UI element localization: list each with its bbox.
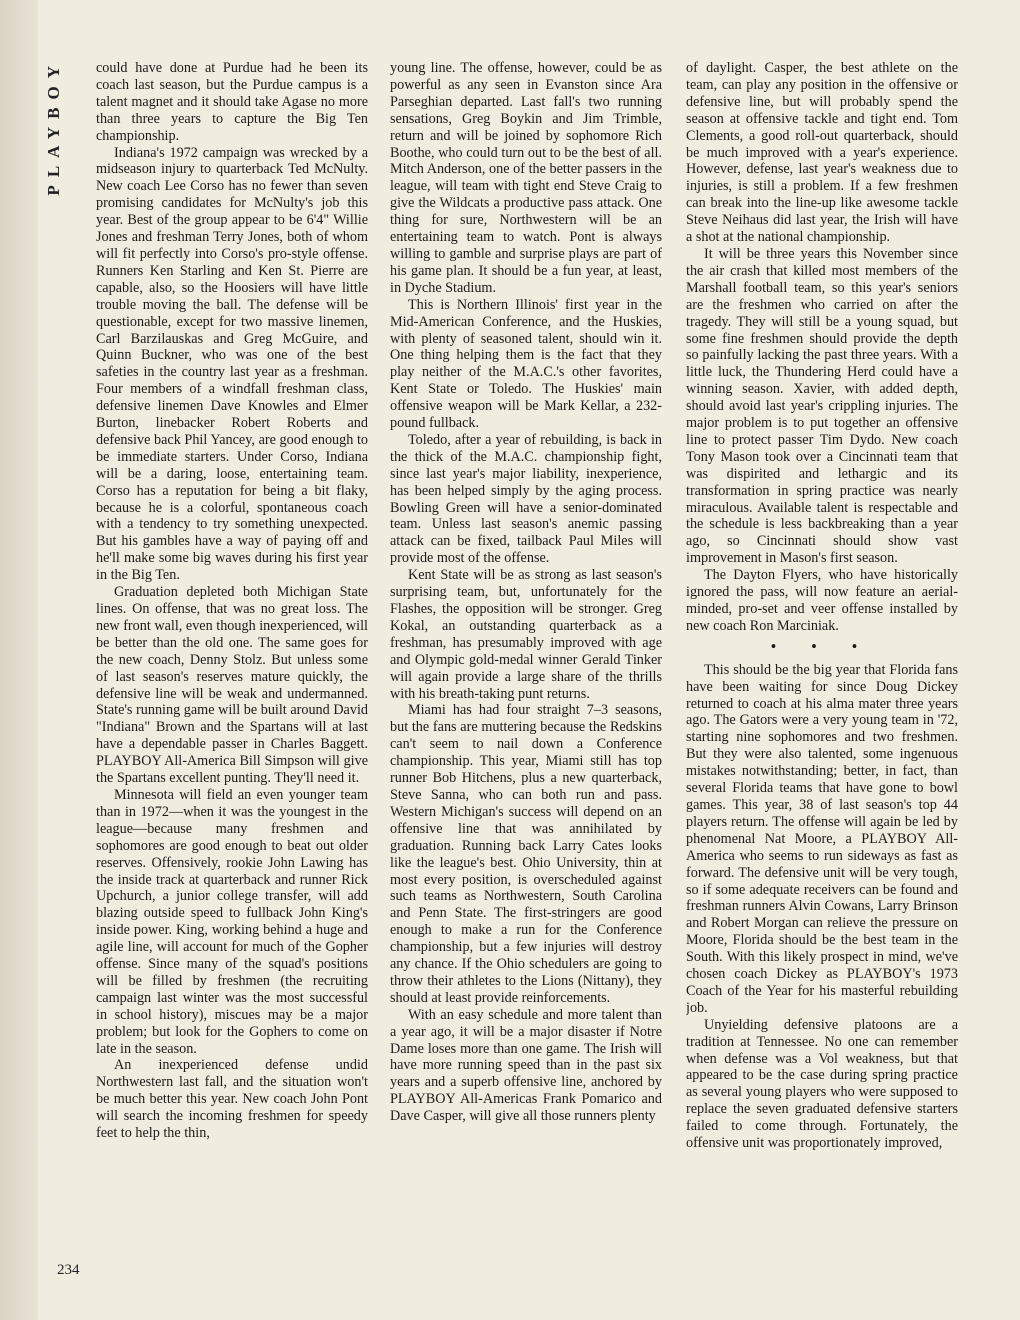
paragraph: It will be three years this November since the air crash that killed most members of the Marshall football team, so this year's seniors are the freshmen who carried on after the tragedy. They will still be a young squad, but some fine freshmen should provide the depth so painfully lacking the past three years. With a little luck, the Thundering Herd could have a winning season. Xavier, with added depth, should avoid last year's crippling injuries. The major problem is to put together an offensive line to protect passer Tim Dydo. New coach Tony Mason took over a Cincinnati team that was dispirited and lethargic and its transformation in spring practice was nearly miraculous. Available talent is respectable and the schedule is less backbreaking than a year ago, so Cincinnati should show vast improvement in Mason's first season. <box>686 245 958 567</box>
paragraph: of daylight. Casper, the best athlete on the team, can play any position in the offensive or defensive line, but will probably spend the season at offensive tackle and tight end. Tom Clements, a good roll-out quarterback, should be much improved with a year's experience. However, defense, last year's weakness due to injuries, is still a problem. If a few freshmen can break into the line-up like awesome tackle Steve Neihaus did last year, the Irish will have a shot at the national championship. <box>686 60 958 246</box>
paragraph: Unyielding defensive platoons are a tradition at Tennessee. No one can remember when defense was a Vol weakness, but that appeared to be the case during spring practice as several young players who were supposed to replace the seven graduated defensive starters failed to come through. Fortunately, the offensive unit was proportionately improved, <box>686 1016 958 1152</box>
paragraph: This is Northern Illinois' first year in the Mid-American Conference, and the Huskies, with plenty of seasoned talent, should win it. One thing helping them is the fact that they play neither of the M.A.C.'s other favorites, Kent State or Toledo. The Huskies' main offensive weapon will be Mark Kellar, a 232-pound fullback. <box>390 296 662 432</box>
section-separator: • • • <box>771 638 873 655</box>
paragraph: young line. The offense, however, could be as powerful as any seen in Evanston since Ara Parseghian departed. Last fall's two running sensations, Greg Boykin and Jim Trimble, return and will be joined by sophomore Rich Boothe, who could turn out to be the best of all. Mitch Anderson, one of the better passers in the league, will team with tight end Steve Craig to give the Wildcats a productive pass attack. One thing for sure, Northwestern will be an entertaining team to watch. Pont is always willing to gamble and surprise plays are part of his game plan. It should be a fun year, at least, in Dyche Stadium. <box>390 60 662 296</box>
text-column-1 <box>96 60 368 1290</box>
paragraph: could have done at Purdue had he been its coach last season, but the Purdue campus is a talent magnet and it should take Agase no more than three years to capture the Big Ten championship. <box>96 60 368 144</box>
paragraph: The Dayton Flyers, who have historically ignored the pass, will now feature an aerial-minded, pro-set and veer offense installed by new coach Ron Marciniak. <box>686 567 958 634</box>
paragraph: Miami has had four straight 7–3 seasons, but the fans are muttering because the Redskins can't seem to nail down a Conference championship. This year, Miami still has top runner Bob Hitchens, plus a new quarterback, Steve Sanna, who can both run and pass. Western Michigan's success will depend on an offensive line that was annihilated by graduation. Running back Larry Cates looks like the league's best. Ohio University, thin at most every position, is overscheduled against such teams as Northwestern, South Carolina and Penn State. The first-stringers are good enough to make a run for the Conference championship, but a few injuries will destroy any chance. If the Ohio schedulers are going to throw their athletes to the Lions (Nittany), they should at least provide reinforcements. <box>390 702 662 1006</box>
scan-edge-shadow <box>0 0 38 1320</box>
paragraph: An inexperienced defense undid Northwestern last fall, and the situation won't be much better this year. New coach John Pont will search the incoming freshmen for speedy feet to help the thin, <box>96 1057 368 1142</box>
paragraph: This should be the big year that Florida fans have been waiting for since Doug Dickey returned to coach at his alma mater three years ago. The Gators were a very young team in '72, starting nine sophomores and two freshmen. But they were also talented, some ingenuous mistakes notwithstanding; better, in fact, than several Florida teams that have gone to bowl games. This year, 38 of last season's top 44 players return. The offense will again be led by phenomenal Nat Moore, a PLAYBOY All-America who seems to run sideways as fast as forward. The defensive unit will be very tough, so if some adequate receivers can be found and freshman runners Alvin Cowans, Larry Brinson and Robert Morgan can relieve the pressure on Moore, Florida should be the best team in the South. With this likely prospect in mind, we've chosen coach Dickey as PLAYBOY's 1973 Coach of the Year for his masterful rebuilding job. <box>686 661 958 1016</box>
paragraph: Kent State will be as strong as last season's surprising team, but, unfortunately for the Flashes, the opposition will be stronger. Greg Kokal, an outstanding quarterback as a freshman, has presumably improved with age and Olympic gold-medal winner Gerald Tinker will again provide a large share of the thrills with his breath-taking punt returns. <box>390 567 662 702</box>
paragraph: Minnesota will field an even younger team than in 1972—when it was the youngest in the league—because many freshmen and sophomores are good enough to beat out older reserves. Offensively, rookie John Lawing has the inside track at quarterback and runner Rick Upchurch, a junior college transfer, will add blazing outside speed to fullback John King's inside power. King, working behind a huge and agile line, will account for much of the Gopher offense. Since many of the squad's positions will be filled by freshmen (the recruiting campaign last winter was the most successful in school history), miscues may be a major problem; but look for the Gophers to come on late in the season. <box>96 786 368 1057</box>
paragraph: Graduation depleted both Michigan State lines. On offense, that was no great loss. The new front wall, even though inexperienced, will be better than the old one. The same goes for the new coach, Denny Stolz. But unless some of last season's reserves mature quickly, the defensive line will be weak and undermanned. State's running game will be built around David "Indiana" Brown and the Spartans will at last have a dependable passer in Charles Baggett. PLAYBOY All-America Bill Simpson will give the Spartans excellent punting. They'll need it. <box>96 584 368 787</box>
paragraph: Toledo, after a year of rebuilding, is back in the thick of the M.A.C. championship fight, since last year's major liability, inexperience, has been helped simply by the aging process. Bowling Green will have a senior-dominated team. Unless last season's anemic passing attack can be fixed, tailback Paul Miles will provide most of the offense. <box>390 431 662 567</box>
paragraph: With an easy schedule and more talent than a year ago, it will be a major disaster if Notre Dame loses more than one game. The Irish will have more running speed than in the past six years and a superb offensive line, anchored by PLAYBOY All-Americas Frank Pomarico and Dave Casper, will give all those runners plenty <box>390 1006 662 1125</box>
paragraph: Indiana's 1972 campaign was wrecked by a midseason injury to quarterback Ted McNulty. New coach Lee Corso has no fewer than seven promising candidates for McNulty's job this year. Best of the group appear to be 6'4" Willie Jones and freshman Terry Jones, both of whom will fit perfectly into Corso's pro-style offense. Runners Ken Starling and Ken St. Pierre are capable, also, so the Hoosiers will have little trouble moving the ball. The defense will be questionable, except for two massive linemen, Carl Barzilauskas and Greg McGuire, and Quinn Buckner, who was one of the best safeties in the country last year as a freshman. Four members of a windfall freshman class, defensive linemen Dave Knowles and Elmer Burton, linebacker Robert Roberts and defensive back Phil Yancey, are good enough to be immediate starters. Under Corso, Indiana will be a daring, loose, entertaining team. Corso has a reputation for being a bit flaky, because he is a colorful, spontaneous coach with a tendency to try something unexpected. But his gambles have a way of paying off and he'll make some big waves during his first year in the Big Ten. <box>96 144 368 584</box>
text-column-3 <box>686 60 958 1290</box>
page-number: 234 <box>57 1262 80 1278</box>
text-column-2 <box>390 60 662 1290</box>
vertical-brand-title: PLAYBOY <box>44 58 63 196</box>
